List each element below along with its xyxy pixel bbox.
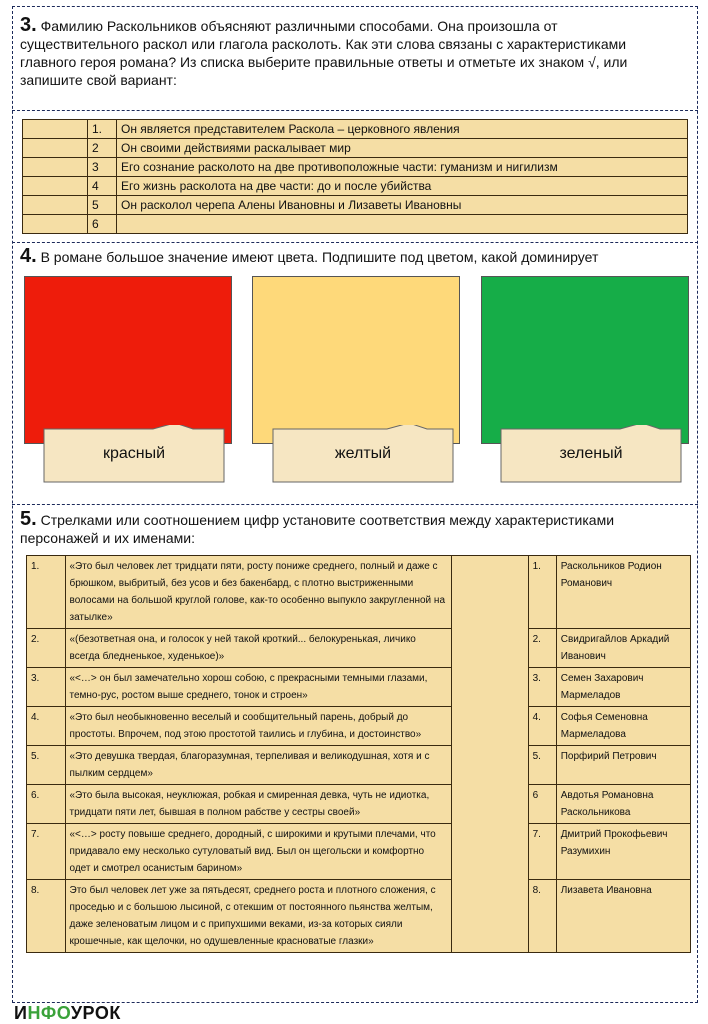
description-text: «(безответная она, и голосок у ней такой кроткий... белокуренькая, личико всегда бледненькое, худенькое)» bbox=[65, 629, 451, 668]
name-number: 7. bbox=[528, 824, 556, 880]
answer-row[interactable] bbox=[23, 120, 688, 139]
description-number: 6. bbox=[27, 785, 66, 824]
matching-row bbox=[27, 629, 691, 668]
name-number: 4. bbox=[528, 707, 556, 746]
matching-row bbox=[27, 707, 691, 746]
divider bbox=[12, 110, 698, 111]
character-name: Порфирий Петрович bbox=[556, 746, 690, 785]
description-text: «Это был необыкновенно веселый и сообщительный парень, добрый до простоты. Впрочем, под этою простотой таились и глубина, и достоинство» bbox=[65, 707, 451, 746]
answer-number: 5 bbox=[88, 196, 117, 215]
question-4 bbox=[20, 247, 680, 266]
color-swatch-green bbox=[481, 276, 689, 444]
description-number: 8. bbox=[27, 880, 66, 953]
question-number: 5. bbox=[20, 508, 37, 530]
description-number: 5. bbox=[27, 746, 66, 785]
character-name: Авдотья Романовна Раскольникова bbox=[556, 785, 690, 824]
question-5 bbox=[20, 510, 670, 547]
description-text: «<…> росту повыше среднего, дородный, с широкими и крутыми плечами, что придавало ему несколько сутуловатый вид. Был он щегольски и комфортно одет и смотрел осанистым барином» bbox=[65, 824, 451, 880]
logo-part: УРОК bbox=[70, 1003, 121, 1023]
infourok-logo bbox=[14, 1003, 121, 1024]
check-cell[interactable] bbox=[23, 196, 88, 215]
description-number: 7. bbox=[27, 824, 66, 880]
description-text: «Это девушка твердая, благоразумная, терпеливая и великодушная, хотя и с пылким сердцем» bbox=[65, 746, 451, 785]
color-label-red[interactable] bbox=[43, 425, 225, 483]
name-number: 5. bbox=[528, 746, 556, 785]
answers-table bbox=[22, 119, 688, 234]
character-name: Раскольников Родион Романович bbox=[556, 556, 690, 629]
logo-part: И bbox=[14, 1003, 28, 1023]
question-3 bbox=[20, 16, 680, 89]
answer-row[interactable] bbox=[23, 215, 688, 234]
name-number: 8. bbox=[528, 880, 556, 953]
check-cell[interactable] bbox=[23, 139, 88, 158]
answer-text: Его сознание расколото на две противоположные части: гуманизм и нигилизм bbox=[117, 158, 688, 177]
name-number: 2. bbox=[528, 629, 556, 668]
answer-text bbox=[117, 215, 688, 234]
answer-number: 4 bbox=[88, 177, 117, 196]
name-number: 1. bbox=[528, 556, 556, 629]
question-number: 3. bbox=[20, 14, 37, 36]
description-number: 1. bbox=[27, 556, 66, 629]
matching-row bbox=[27, 746, 691, 785]
matching-row bbox=[27, 668, 691, 707]
answer-number: 1. bbox=[88, 120, 117, 139]
check-cell[interactable] bbox=[23, 215, 88, 234]
answer-number: 6 bbox=[88, 215, 117, 234]
question-text: Стрелками или соотношением цифр установите соответствия между характеристиками персонажей и их именами: bbox=[20, 512, 615, 546]
logo-accent: НФО bbox=[27, 1003, 71, 1023]
color-label-text: красный bbox=[102, 445, 166, 462]
matching-row bbox=[27, 880, 691, 953]
description-number: 3. bbox=[27, 668, 66, 707]
description-text: Это был человек лет уже за пятьдесят, среднего роста и плотного сложения, с проседью и с большою лысиной, с отекшим от постоянного пьянства желтым, даже зеленоватым лицом и с припухшими веками, из-за которых сияли крошечные, как щелочки, но одушевленные красноватые глазки» bbox=[65, 880, 451, 953]
answer-number: 2 bbox=[88, 139, 117, 158]
matching-table bbox=[26, 555, 691, 953]
matching-row bbox=[27, 785, 691, 824]
answer-row[interactable] bbox=[23, 139, 688, 158]
answer-text: Он является представителем Раскола – церковного явления bbox=[117, 120, 688, 139]
description-text: «<…> он был замечательно хорош собою, с прекрасными темными глазами, темно-рус, ростом выше среднего, тонок и строен» bbox=[65, 668, 451, 707]
description-number: 4. bbox=[27, 707, 66, 746]
character-name: Свидригайлов Аркадий Иванович bbox=[556, 629, 690, 668]
color-swatch-yellow bbox=[252, 276, 460, 444]
answer-gap[interactable] bbox=[451, 556, 528, 953]
color-label-text: зеленый bbox=[559, 445, 623, 462]
check-cell[interactable] bbox=[23, 158, 88, 177]
color-label-green[interactable] bbox=[500, 425, 682, 483]
answer-number: 3 bbox=[88, 158, 117, 177]
question-text: Фамилию Раскольников объясняют различными способами. Она произошла от существительного раскол или глагола расколоть. Как эти слова связаны с характеристиками главного героя романа? Из списка выберите правильные ответы и отметьте их знаком √, или запишите свой вариант: bbox=[20, 18, 628, 88]
color-swatch-red bbox=[24, 276, 232, 444]
color-label-yellow[interactable] bbox=[272, 425, 454, 483]
description-text: «Это был человек лет тридцати пяти, росту пониже среднего, полный и даже с брюшком, выбритый, без усов и без бакенбард, с плотно выстриженными волосами на большой круглой голове, как-то особенно выпукло закругленной на затылке» bbox=[65, 556, 451, 629]
answer-text: Он расколол черепа Алены Ивановны и Лизаветы Ивановны bbox=[117, 196, 688, 215]
matching-row bbox=[27, 824, 691, 880]
color-label-text: желтый bbox=[334, 445, 392, 462]
divider bbox=[12, 242, 698, 243]
character-name: Дмитрий Прокофьевич Разумихин bbox=[556, 824, 690, 880]
question-number: 4. bbox=[20, 245, 37, 267]
check-cell[interactable] bbox=[23, 120, 88, 139]
divider bbox=[12, 6, 698, 7]
character-name: Семен Захарович Мармеладов bbox=[556, 668, 690, 707]
answer-row[interactable] bbox=[23, 177, 688, 196]
matching-row bbox=[27, 556, 691, 629]
question-text: В романе большое значение имеют цвета. Подпишите под цветом, какой доминирует bbox=[40, 249, 599, 265]
check-cell[interactable] bbox=[23, 177, 88, 196]
description-text: «Это была высокая, неуклюжая, робкая и смиренная девка, чуть не идиотка, тридцати пяти лет, бывшая в полном рабстве у сестры своей» bbox=[65, 785, 451, 824]
character-name: Лизавета Ивановна bbox=[556, 880, 690, 953]
divider bbox=[12, 504, 698, 505]
answer-text: Его жизнь расколота на две части: до и после убийства bbox=[117, 177, 688, 196]
answer-text: Он своими действиями раскалывает мир bbox=[117, 139, 688, 158]
character-name: Софья Семеновна Мармеладова bbox=[556, 707, 690, 746]
name-number: 6 bbox=[528, 785, 556, 824]
answer-row[interactable] bbox=[23, 158, 688, 177]
description-number: 2. bbox=[27, 629, 66, 668]
name-number: 3. bbox=[528, 668, 556, 707]
answer-row[interactable] bbox=[23, 196, 688, 215]
